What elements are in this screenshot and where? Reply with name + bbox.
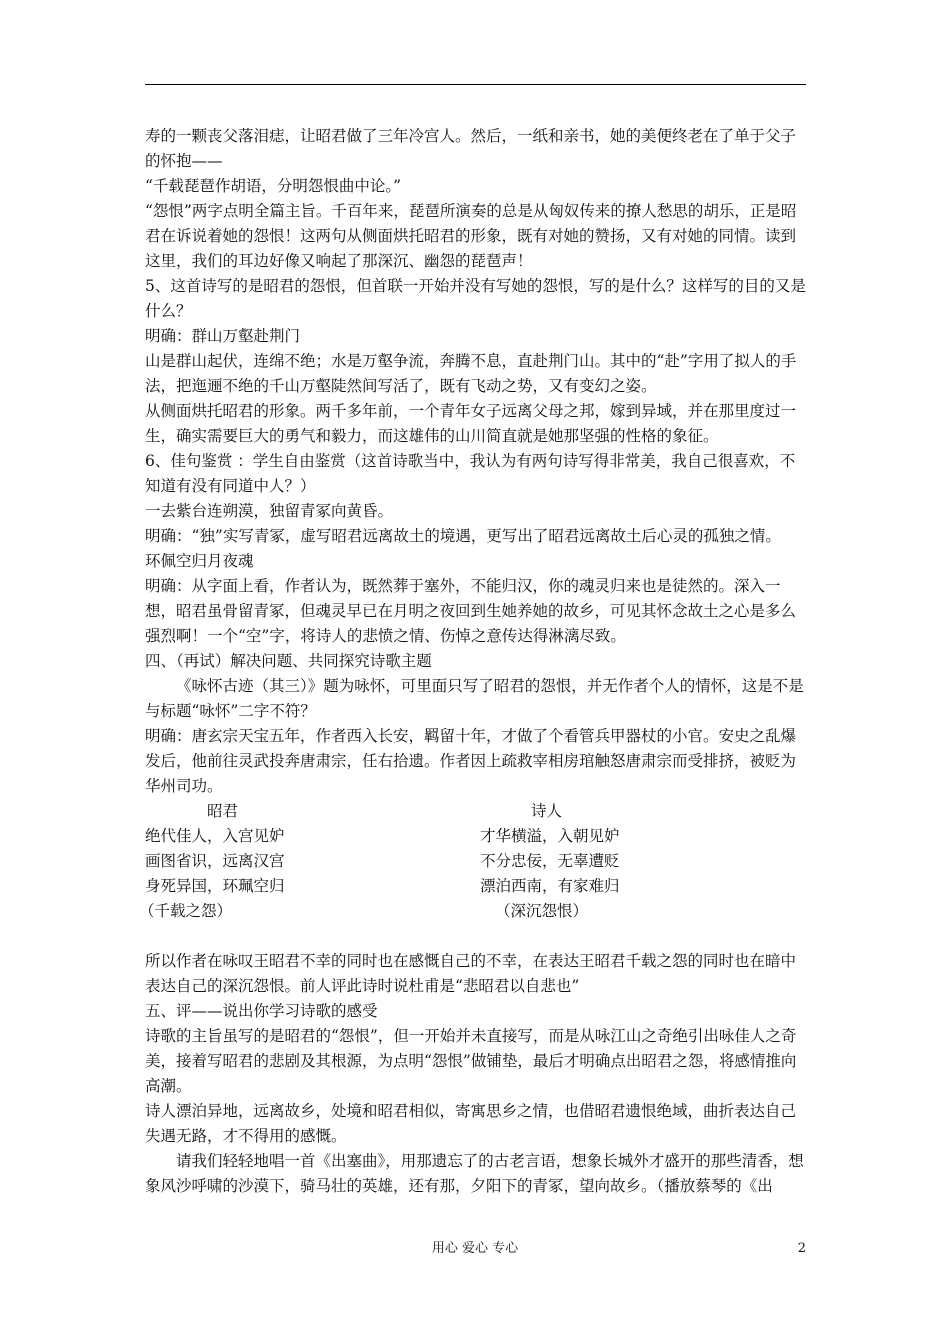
paragraph: “千载琵琶作胡语，分明怨恨曲中论。” (145, 177, 402, 195)
comparison-cell-right: （深沉怨恨） (495, 902, 589, 920)
paragraph: 明确：群山万壑赴荆门 (145, 327, 301, 345)
comparison-cell-left: 绝代佳人，入宫见妒 (145, 827, 285, 845)
paragraph: 明确：“独”实写青冢，虚写昭君远离故土的境遇，更写出了昭君远离故土后心灵的孤独之情。 (145, 527, 781, 545)
paragraph: 山是群山起伏，连绵不绝；水是万壑争流，奔腾不息，直赴荆门山。其中的“赴”字用了拟人的手法，把迤逦不绝的千山万壑陡然间写活了，既有飞动之势，又有变幻之姿。 (145, 352, 797, 395)
blank-line (145, 924, 806, 949)
paragraph: 四、（再试）解决问题、共同探究诗歌主题 (145, 652, 432, 670)
paragraph: 五、评——说出你学习诗歌的感受 (145, 1002, 378, 1020)
comparison-cell-left: 身死异国，环珮空归 (145, 877, 285, 895)
paragraph: 寿的一颗丧父落泪痣，让昭君做了三年冷宫人。然后，一纸和亲书，她的美便终老在了单于父子的怀抱—— (145, 127, 797, 170)
paragraph: 明确：唐玄宗天宝五年，作者西入长安，羁留十年，才做了个看管兵甲器杖的小官。安史之乱爆发后，他前往灵武投奔唐肃宗，任右拾遗。作者因上疏救宰相房琯触怒唐肃宗而受排挤，被贬为华州司功。 (145, 727, 797, 795)
paragraph: 诗人漂泊异地，远离故乡，处境和昭君相似，寄寓思乡之情，也借昭君遗恨绝域，曲折表达自己失遇无路，才不得用的感慨。 (145, 1102, 797, 1145)
comparison-cell-right: 不分忠佞，无辜遭贬 (480, 852, 620, 870)
paragraph: 6、佳句鉴赏 ：学生自由鉴赏（这首诗歌当中，我认为有两句诗写得非常美，我自己很喜欢，不知道有没有同道中人？） (145, 452, 796, 495)
paragraph: 所以作者在咏叹王昭君不幸的同时也在感慨自己的不幸，在表达王昭君千载之怨的同时也在暗中表达自己的深沉怨恨。前人评此诗时说杜甫是“悲昭君以自悲也” (145, 952, 797, 995)
paragraph: 一去紫台连朔漠，独留青冢向黄昏。 (145, 502, 394, 520)
comparison-row (145, 824, 806, 849)
comparison-row (145, 874, 806, 899)
comparison-cell-right: 漂泊西南，有家难归 (480, 877, 620, 895)
paragraph: 环佩空归月夜魂 (145, 552, 254, 570)
comparison-header-right: 诗人 (531, 802, 563, 820)
paragraph: 明确：从字面上看，作者认为，既然葬于塞外，不能归汉，你的魂灵归来也是徒然的。深入一想，昭君虽骨留青冢，但魂灵早已在月明之夜回到生她养她的故乡，可见其怀念故土之心是多么强烈啊！一个“空”字，将诗人的悲愤之情、伤悼之意传达得淋漓尽致。 (145, 577, 797, 645)
comparison-row (145, 849, 806, 874)
page-number: 2 (797, 1241, 806, 1256)
header-rule (145, 84, 806, 85)
paragraph: 请我们轻轻地唱一首《出塞曲》，用那遗忘了的古老言语，想象长城外才盛开的那些清香，想象风沙呼啸的沙漠下，骑马壮的英雄，还有那，夕阳下的青冢，望向故乡。（播放蔡琴的《出 (145, 1152, 804, 1195)
paragraph: 5、这首诗写的是昭君的怨恨，但首联一开始并没有写她的怨恨，写的是什么？这样写的目的又是什么？ (145, 277, 806, 320)
paragraph: 《咏怀古迹（其三）》题为咏怀，可里面只写了昭君的怨恨，并无作者个人的情怀，这是不是与标题“咏怀”二字不符？ (145, 677, 804, 720)
comparison-cell-left: 画图省识，远离汉宫 (145, 852, 285, 870)
comparison-cell-left: （千载之怨） (139, 902, 233, 920)
comparison-header-row (145, 799, 806, 824)
comparison-row (139, 899, 806, 924)
document-body (139, 124, 806, 1199)
comparison-table (139, 799, 806, 924)
paragraph: 从侧面烘托昭君的形象。两千多年前，一个青年女子远离父母之邦，嫁到异域，并在那里度过一生，确实需要巨大的勇气和毅力，而这雄伟的山川简直就是她那坚强的性格的象征。 (145, 402, 797, 445)
paragraph: “怨恨”两字点明全篇主旨。千百年来，琵琶所演奏的总是从匈奴传来的撩人愁思的胡乐，正是昭君在诉说着她的怨恨！这两句从侧面烘托昭君的形象，既有对她的赞扬，又有对她的同情。读到这里，我们的耳边好像又响起了那深沉、幽怨的琵琶声！ (145, 202, 797, 270)
section-a (145, 124, 806, 799)
paragraph: 诗歌的主旨虽写的是昭君的“怨恨”，但一开始并未直接写，而是从咏江山之奇绝引出咏佳人之奇美，接着写昭君的悲剧及其根源，为点明“怨恨”做铺垫，最后才明确点出昭君之怨，将感情推向高潮。 (145, 1027, 797, 1095)
comparison-cell-right: 才华横溢，入朝见妒 (480, 827, 620, 845)
page-footer: 用心 爱心 专心 (431, 1241, 519, 1256)
comparison-header-left: 昭君 (207, 802, 239, 820)
section-b (145, 949, 806, 1199)
